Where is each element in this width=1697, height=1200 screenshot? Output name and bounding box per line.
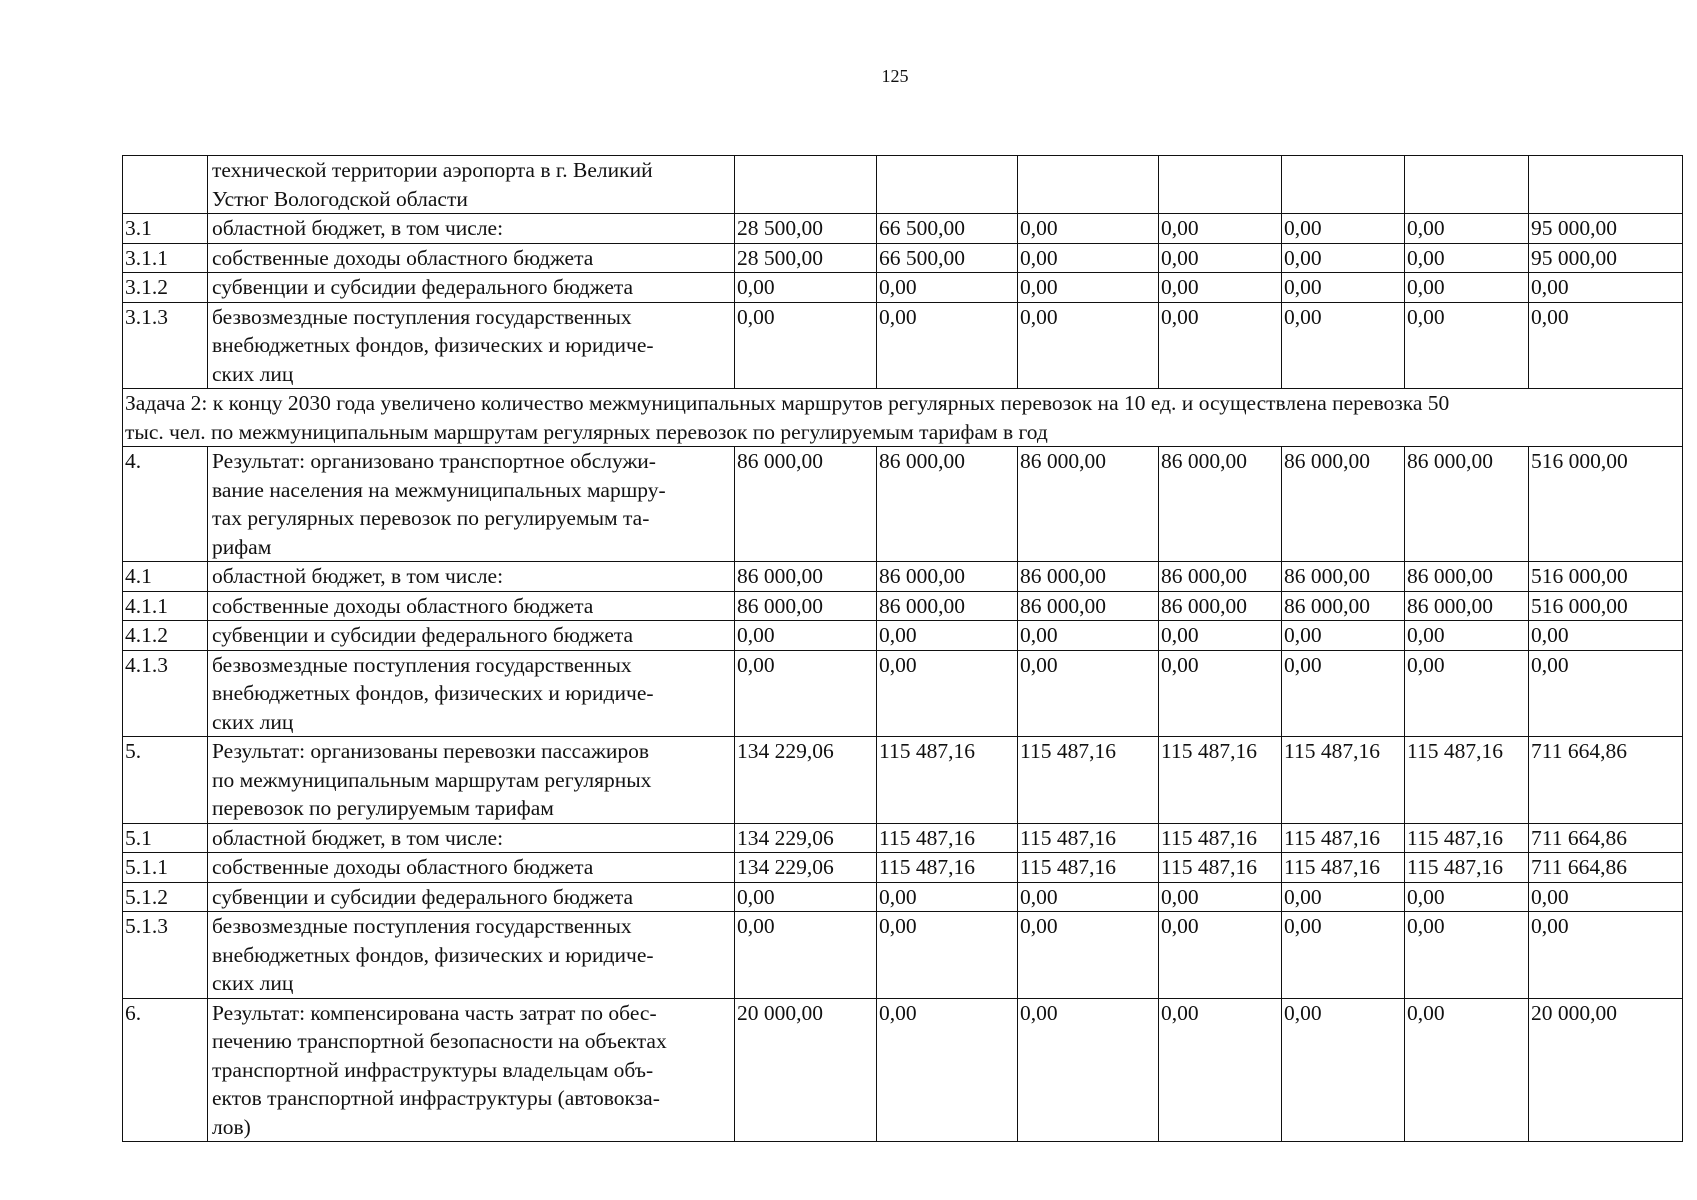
value-cell: 86 000,00 bbox=[1405, 447, 1529, 562]
table-row bbox=[123, 562, 1683, 592]
table-row bbox=[123, 621, 1683, 651]
row-number: 3.1.1 bbox=[123, 243, 208, 273]
value-cell: 0,00 bbox=[877, 882, 1018, 912]
value-cell: 115 487,16 bbox=[1018, 853, 1159, 883]
value-cell: 0,00 bbox=[1282, 243, 1405, 273]
description-line: Результат: компенсирована часть затрат по обес- bbox=[212, 1000, 657, 1025]
value-cell: 0,00 bbox=[735, 882, 877, 912]
row-number: 3.1.3 bbox=[123, 302, 208, 389]
value-cell: 0,00 bbox=[877, 650, 1018, 737]
value-cell: 115 487,16 bbox=[877, 853, 1018, 883]
table-row bbox=[123, 591, 1683, 621]
value-cell: 0,00 bbox=[877, 912, 1018, 999]
row-description bbox=[208, 853, 735, 883]
description-line: собственные доходы областного бюджета bbox=[212, 855, 594, 879]
value-cell: 0,00 bbox=[735, 273, 877, 303]
description-line: лов) bbox=[212, 1114, 251, 1139]
value-cell: 115 487,16 bbox=[1282, 823, 1405, 853]
value-cell: 0,00 bbox=[1018, 621, 1159, 651]
value-cell: 86 000,00 bbox=[1159, 591, 1282, 621]
description-line: перевозок по регулируемым тарифам bbox=[212, 796, 554, 820]
description-line: транспортной инфраструктуры владельцам объ- bbox=[212, 1057, 654, 1082]
value-cell: 0,00 bbox=[1159, 998, 1282, 1142]
row-number: 4.1.1 bbox=[123, 591, 208, 621]
row-number: 5.1.2 bbox=[123, 882, 208, 912]
row-description bbox=[208, 243, 735, 273]
row-number: 4.1.2 bbox=[123, 621, 208, 651]
value-cell bbox=[1018, 156, 1159, 214]
row-number: 5.1 bbox=[123, 823, 208, 853]
table-row bbox=[123, 853, 1683, 883]
value-cell: 0,00 bbox=[1159, 621, 1282, 651]
value-cell: 86 000,00 bbox=[735, 447, 877, 562]
row-number: 5. bbox=[123, 737, 208, 824]
table-row bbox=[123, 302, 1683, 389]
value-cell-total: 516 000,00 bbox=[1529, 562, 1683, 592]
value-cell-total: 0,00 bbox=[1529, 912, 1683, 999]
task-line: Задача 2: к концу 2030 года увеличено количество межмуниципальных маршрутов регулярных перевозок на 10 ед. и осуществлена перевозка 50 bbox=[125, 391, 1450, 415]
value-cell-total: 0,00 bbox=[1529, 882, 1683, 912]
value-cell-total: 95 000,00 bbox=[1529, 243, 1683, 273]
table-row bbox=[123, 447, 1683, 562]
value-cell-total: 711 664,86 bbox=[1529, 823, 1683, 853]
task-heading bbox=[123, 389, 1683, 447]
value-cell: 115 487,16 bbox=[877, 823, 1018, 853]
value-cell: 86 000,00 bbox=[1159, 447, 1282, 562]
value-cell: 0,00 bbox=[1405, 621, 1529, 651]
budget-table bbox=[122, 155, 1683, 1142]
value-cell: 0,00 bbox=[1282, 998, 1405, 1142]
value-cell bbox=[1159, 156, 1282, 214]
description-line: ских лиц bbox=[212, 971, 294, 995]
page-number: 125 bbox=[881, 66, 909, 86]
row-description bbox=[208, 562, 735, 592]
value-cell: 115 487,16 bbox=[1159, 853, 1282, 883]
value-cell bbox=[1405, 156, 1529, 214]
value-cell: 0,00 bbox=[735, 650, 877, 737]
value-cell: 0,00 bbox=[1018, 912, 1159, 999]
value-cell: 0,00 bbox=[1282, 912, 1405, 999]
value-cell: 0,00 bbox=[1405, 650, 1529, 737]
table-row bbox=[123, 882, 1683, 912]
value-cell-total: 20 000,00 bbox=[1529, 998, 1683, 1142]
description-line: внебюджетных фондов, физических и юридиче- bbox=[212, 942, 654, 967]
task-row bbox=[123, 389, 1683, 447]
description-line: технической территории аэропорта в г. Великий bbox=[212, 158, 653, 182]
value-cell: 115 487,16 bbox=[1282, 853, 1405, 883]
row-description bbox=[208, 214, 735, 244]
value-cell: 134 229,06 bbox=[735, 853, 877, 883]
value-cell: 0,00 bbox=[1159, 214, 1282, 244]
value-cell: 86 000,00 bbox=[735, 591, 877, 621]
value-cell-total: 0,00 bbox=[1529, 273, 1683, 303]
description-line: ектов транспортной инфраструктуры (автовокза- bbox=[212, 1086, 660, 1110]
description-line: областной бюджет, в том числе: bbox=[212, 564, 504, 588]
description-line: печению транспортной безопасности на объектах bbox=[212, 1029, 667, 1053]
row-description bbox=[208, 912, 735, 999]
value-cell: 28 500,00 bbox=[735, 214, 877, 244]
value-cell: 0,00 bbox=[1405, 882, 1529, 912]
value-cell-total: 516 000,00 bbox=[1529, 591, 1683, 621]
value-cell: 115 487,16 bbox=[877, 737, 1018, 824]
value-cell: 20 000,00 bbox=[735, 998, 877, 1142]
value-cell-total: 711 664,86 bbox=[1529, 737, 1683, 824]
value-cell: 66 500,00 bbox=[877, 243, 1018, 273]
description-line: субвенции и субсидии федерального бюджета bbox=[212, 275, 634, 299]
value-cell: 115 487,16 bbox=[1018, 823, 1159, 853]
description-line: субвенции и субсидии федерального бюджета bbox=[212, 623, 634, 647]
table-row bbox=[123, 650, 1683, 737]
table-row bbox=[123, 998, 1683, 1142]
value-cell: 115 487,16 bbox=[1018, 737, 1159, 824]
description-line: безвозмездные поступления государственных bbox=[212, 652, 632, 677]
row-description bbox=[208, 737, 735, 824]
row-description bbox=[208, 156, 735, 214]
row-number: 4. bbox=[123, 447, 208, 562]
value-cell: 0,00 bbox=[1159, 302, 1282, 389]
description-line: собственные доходы областного бюджета bbox=[212, 245, 594, 270]
row-description bbox=[208, 823, 735, 853]
value-cell-total: 95 000,00 bbox=[1529, 214, 1683, 244]
row-description bbox=[208, 591, 735, 621]
value-cell: 115 487,16 bbox=[1405, 853, 1529, 883]
value-cell: 0,00 bbox=[1405, 273, 1529, 303]
value-cell: 0,00 bbox=[1282, 273, 1405, 303]
value-cell: 0,00 bbox=[877, 302, 1018, 389]
value-cell: 0,00 bbox=[877, 998, 1018, 1142]
row-number: 5.1.1 bbox=[123, 853, 208, 883]
value-cell: 86 000,00 bbox=[1159, 562, 1282, 592]
value-cell: 115 487,16 bbox=[1405, 737, 1529, 824]
value-cell: 86 000,00 bbox=[1018, 591, 1159, 621]
row-number: 3.1 bbox=[123, 214, 208, 244]
description-line: областной бюджет, в том числе: bbox=[212, 216, 504, 240]
value-cell: 86 000,00 bbox=[1282, 562, 1405, 592]
value-cell: 66 500,00 bbox=[877, 214, 1018, 244]
value-cell: 28 500,00 bbox=[735, 243, 877, 273]
value-cell: 0,00 bbox=[1282, 214, 1405, 244]
value-cell: 0,00 bbox=[1405, 998, 1529, 1142]
value-cell: 0,00 bbox=[1159, 882, 1282, 912]
table-row bbox=[123, 273, 1683, 303]
task-line: тыс. чел. по межмуниципальным маршрутам регулярных перевозок по регулируемым тарифам в год bbox=[125, 419, 1048, 444]
value-cell: 86 000,00 bbox=[1282, 447, 1405, 562]
value-cell: 115 487,16 bbox=[1159, 823, 1282, 853]
description-line: по межмуниципальным маршрутам регулярных bbox=[212, 767, 652, 792]
row-number: 6. bbox=[123, 998, 208, 1142]
value-cell: 0,00 bbox=[1405, 214, 1529, 244]
value-cell: 0,00 bbox=[1282, 621, 1405, 651]
value-cell-total: 516 000,00 bbox=[1529, 447, 1683, 562]
description-line: безвозмездные поступления государственных bbox=[212, 304, 632, 329]
description-line: вание населения на межмуниципальных маршру- bbox=[212, 477, 666, 502]
value-cell: 0,00 bbox=[1405, 912, 1529, 999]
row-number: 4.1.3 bbox=[123, 650, 208, 737]
value-cell: 115 487,16 bbox=[1282, 737, 1405, 824]
value-cell: 0,00 bbox=[877, 621, 1018, 651]
row-description bbox=[208, 621, 735, 651]
value-cell: 134 229,06 bbox=[735, 823, 877, 853]
value-cell: 115 487,16 bbox=[1405, 823, 1529, 853]
value-cell bbox=[735, 156, 877, 214]
value-cell: 86 000,00 bbox=[1282, 591, 1405, 621]
value-cell: 86 000,00 bbox=[1018, 562, 1159, 592]
value-cell bbox=[1282, 156, 1405, 214]
row-description bbox=[208, 882, 735, 912]
value-cell-total: 0,00 bbox=[1529, 302, 1683, 389]
table-row bbox=[123, 243, 1683, 273]
value-cell: 86 000,00 bbox=[1405, 591, 1529, 621]
row-description bbox=[208, 650, 735, 737]
value-cell: 86 000,00 bbox=[1018, 447, 1159, 562]
description-line: Результат: организованы перевозки пассажиров bbox=[212, 739, 650, 763]
description-line: субвенции и субсидии федерального бюджета bbox=[212, 884, 634, 909]
description-line: внебюджетных фондов, физических и юридиче- bbox=[212, 681, 654, 705]
value-cell: 115 487,16 bbox=[1159, 737, 1282, 824]
row-number: 4.1 bbox=[123, 562, 208, 592]
table-row bbox=[123, 912, 1683, 999]
value-cell: 86 000,00 bbox=[877, 447, 1018, 562]
row-description bbox=[208, 302, 735, 389]
description-line: безвозмездные поступления государственных bbox=[212, 914, 632, 938]
value-cell: 0,00 bbox=[1018, 650, 1159, 737]
value-cell: 0,00 bbox=[877, 273, 1018, 303]
description-line: тах регулярных перевозок по регулируемым та- bbox=[212, 506, 650, 530]
description-line: Результат: организовано транспортное обслужи- bbox=[212, 449, 656, 473]
value-cell: 86 000,00 bbox=[735, 562, 877, 592]
value-cell: 0,00 bbox=[1159, 243, 1282, 273]
row-number bbox=[123, 156, 208, 214]
value-cell-total: 0,00 bbox=[1529, 650, 1683, 737]
value-cell: 0,00 bbox=[1282, 882, 1405, 912]
description-line: ских лиц bbox=[212, 709, 294, 734]
value-cell-total bbox=[1529, 156, 1683, 214]
row-description bbox=[208, 273, 735, 303]
value-cell: 0,00 bbox=[735, 912, 877, 999]
value-cell: 86 000,00 bbox=[1405, 562, 1529, 592]
value-cell: 0,00 bbox=[735, 302, 877, 389]
value-cell: 0,00 bbox=[1018, 273, 1159, 303]
budget-table-body bbox=[123, 156, 1683, 1142]
table-row bbox=[123, 737, 1683, 824]
value-cell: 0,00 bbox=[1405, 302, 1529, 389]
description-line: рифам bbox=[212, 534, 272, 559]
value-cell: 0,00 bbox=[1159, 650, 1282, 737]
table-row bbox=[123, 823, 1683, 853]
value-cell: 0,00 bbox=[1018, 882, 1159, 912]
value-cell: 0,00 bbox=[735, 621, 877, 651]
value-cell: 0,00 bbox=[1018, 243, 1159, 273]
description-line: собственные доходы областного бюджета bbox=[212, 593, 594, 618]
value-cell-total: 0,00 bbox=[1529, 621, 1683, 651]
value-cell: 0,00 bbox=[1159, 912, 1282, 999]
row-description bbox=[208, 998, 735, 1142]
value-cell: 86 000,00 bbox=[877, 562, 1018, 592]
value-cell: 0,00 bbox=[1405, 243, 1529, 273]
table-row bbox=[123, 156, 1683, 214]
description-line: Устюг Вологодской области bbox=[212, 186, 468, 211]
row-number: 5.1.3 bbox=[123, 912, 208, 999]
value-cell-total: 711 664,86 bbox=[1529, 853, 1683, 883]
value-cell bbox=[877, 156, 1018, 214]
description-line: ских лиц bbox=[212, 361, 294, 386]
value-cell: 0,00 bbox=[1159, 273, 1282, 303]
row-description bbox=[208, 447, 735, 562]
value-cell: 0,00 bbox=[1018, 302, 1159, 389]
description-line: областной бюджет, в том числе: bbox=[212, 825, 504, 850]
value-cell: 134 229,06 bbox=[735, 737, 877, 824]
value-cell: 0,00 bbox=[1282, 302, 1405, 389]
value-cell: 86 000,00 bbox=[877, 591, 1018, 621]
value-cell: 0,00 bbox=[1282, 650, 1405, 737]
value-cell: 0,00 bbox=[1018, 214, 1159, 244]
table-row bbox=[123, 214, 1683, 244]
description-line: внебюджетных фондов, физических и юридиче- bbox=[212, 333, 654, 357]
value-cell: 0,00 bbox=[1018, 998, 1159, 1142]
row-number: 3.1.2 bbox=[123, 273, 208, 303]
